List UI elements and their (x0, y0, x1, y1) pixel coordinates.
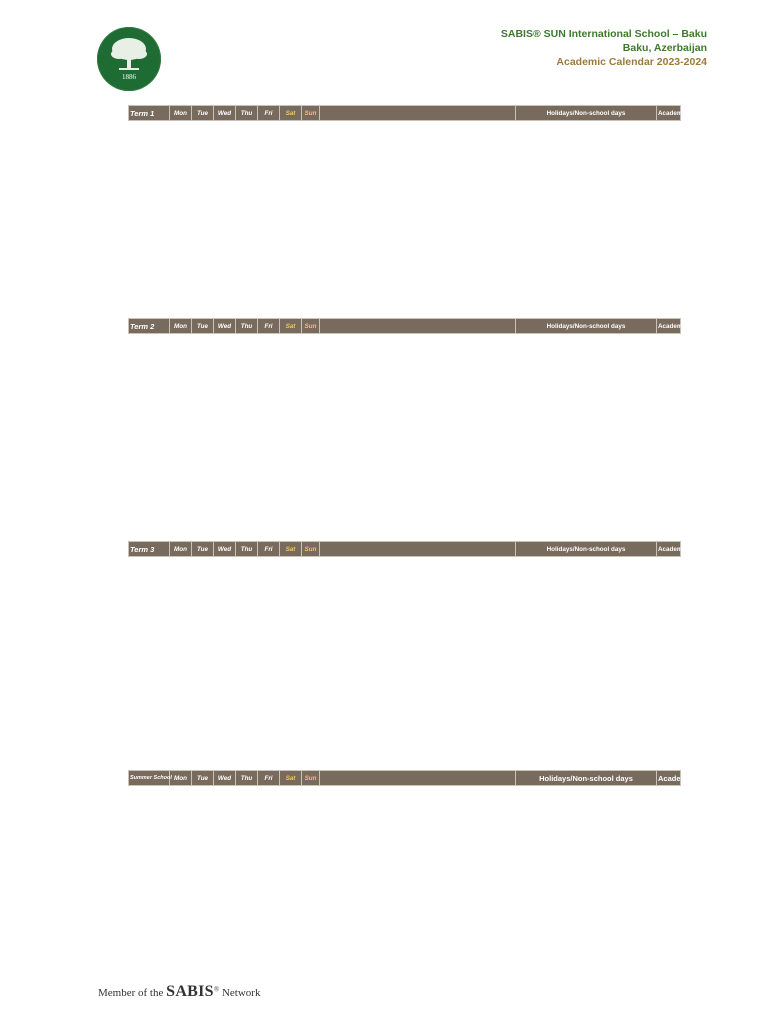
col-fri: Fri (258, 319, 280, 334)
col-sun: Sun (302, 771, 320, 786)
calendar-table-4 (128, 770, 735, 786)
col-milestones: Academic Milestones (657, 542, 681, 557)
term-title: Summer School (129, 771, 170, 786)
col-thu: Thu (236, 771, 258, 786)
col-wed: Wed (214, 542, 236, 557)
page-header (501, 27, 707, 69)
col-thu: Thu (236, 106, 258, 121)
col-wed: Wed (214, 106, 236, 121)
term-title: Term 1 (129, 106, 170, 121)
col-sat: Sat (280, 319, 302, 334)
col-sat: Sat (280, 771, 302, 786)
col-wed: Wed (214, 319, 236, 334)
col-holidays: Holidays/Non-school days (516, 771, 657, 786)
col-holidays: Holidays/Non-school days (516, 542, 657, 557)
footer-suffix: Network (219, 987, 261, 999)
col-sat: Sat (280, 106, 302, 121)
col-tue: Tue (192, 771, 214, 786)
calendar-title: Academic Calendar 2023-2024 (556, 56, 707, 68)
col-thu: Thu (236, 319, 258, 334)
calendar-table-2 (128, 318, 723, 334)
col-sun: Sun (302, 106, 320, 121)
col-end-month (320, 319, 516, 334)
col-thu: Thu (236, 542, 258, 557)
col-holidays: Holidays/Non-school days (516, 106, 657, 121)
col-milestones: Academic Milestones (657, 319, 681, 334)
col-fri: Fri (258, 771, 280, 786)
col-fri: Fri (258, 542, 280, 557)
footer-brand: SABIS (166, 983, 214, 1000)
col-mon: Mon (170, 542, 192, 557)
col-holidays: Holidays/Non-school days (516, 319, 657, 334)
footer-prefix: Member of the (98, 987, 167, 999)
col-sat: Sat (280, 542, 302, 557)
footer-reg: ® (213, 985, 220, 994)
school-name: SABIS® SUN International School – Baku (500, 28, 707, 40)
tree-icon (97, 27, 161, 91)
col-tue: Tue (192, 319, 214, 334)
col-sun: Sun (302, 319, 320, 334)
col-fri: Fri (258, 106, 280, 121)
footer-network (98, 983, 260, 1001)
col-end-month (320, 542, 516, 557)
col-mon: Mon (170, 319, 192, 334)
school-logo (97, 27, 161, 91)
col-milestones: Academic Milestones (657, 771, 681, 786)
logo-year: 1886 (122, 73, 136, 81)
col-milestones: Academic Milestones (657, 106, 681, 121)
col-end-month (320, 771, 516, 786)
calendar-table-3 (128, 541, 723, 557)
term-title: Term 3 (129, 542, 170, 557)
col-tue: Tue (192, 106, 214, 121)
col-mon: Mon (170, 771, 192, 786)
col-wed: Wed (214, 771, 236, 786)
col-mon: Mon (170, 106, 192, 121)
calendar-table-1 (128, 105, 723, 121)
col-end-month (320, 106, 516, 121)
school-city: Baku, Azerbaijan (622, 42, 707, 54)
col-tue: Tue (192, 542, 214, 557)
col-sun: Sun (302, 542, 320, 557)
term-title: Term 2 (129, 319, 170, 334)
